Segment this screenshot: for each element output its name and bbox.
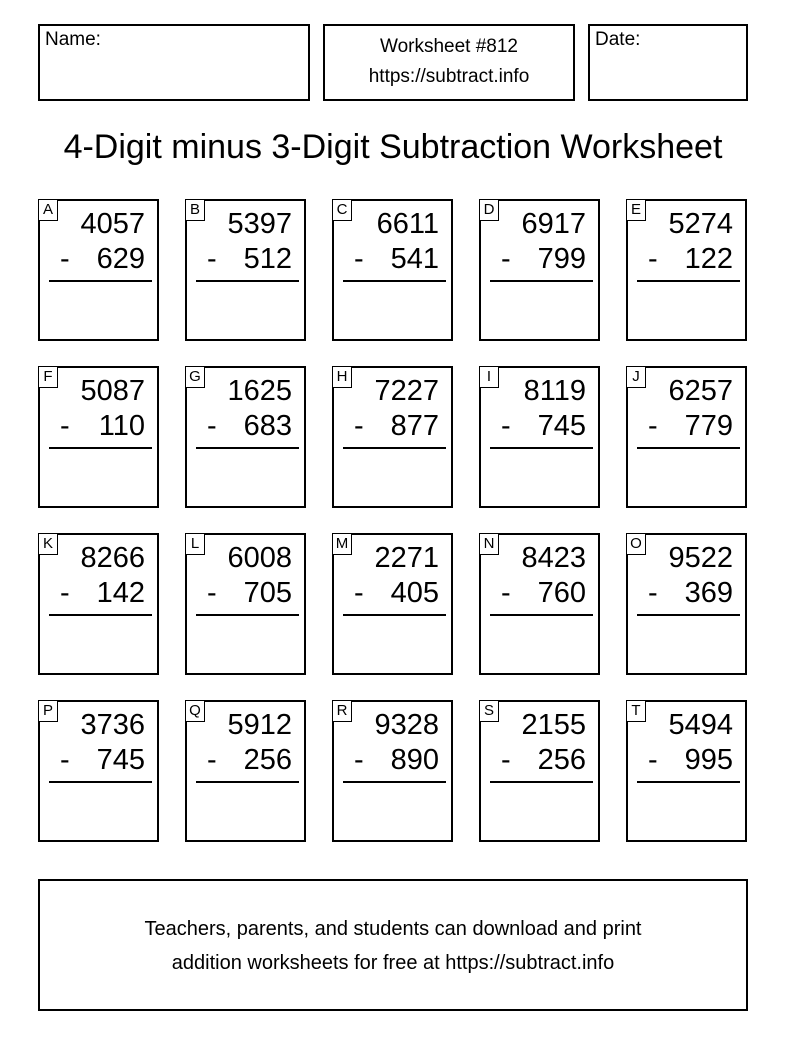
problem-letter: L [185,533,205,555]
date-label: Date: [595,29,641,50]
problem-f [38,366,159,508]
problem-letter: I [479,366,499,388]
problem-b [185,199,306,341]
minus-sign: - [60,410,70,442]
problem-r [332,700,453,842]
minuend: 5274 [668,208,733,240]
subtrahend: 405 [390,577,439,609]
subtrahend: 110 [98,410,145,442]
problem-i [479,366,600,508]
name-field-box [38,24,310,101]
problem-letter: P [38,700,58,722]
problem-letter: J [626,366,646,388]
subtrahend: 705 [243,577,292,609]
subtrahend: 760 [537,577,586,609]
subtrahend: 369 [684,577,733,609]
problem-letter: S [479,700,499,722]
subtrahend: 256 [537,744,586,776]
problem-letter: D [479,199,499,221]
answer-line [196,614,299,616]
problem-letter: R [332,700,352,722]
problem-letter: G [185,366,205,388]
subtrahend: 799 [537,243,586,275]
minuend: 3736 [80,709,145,741]
answer-line [637,614,740,616]
minuend: 6257 [668,375,733,407]
problem-g [185,366,306,508]
problem-o [626,533,747,675]
footer-box [38,879,748,1011]
problem-letter: N [479,533,499,555]
name-label: Name: [45,29,101,50]
problem-letter: H [332,366,352,388]
answer-line [49,781,152,783]
minuend: 5912 [227,709,292,741]
problem-letter: F [38,366,58,388]
minus-sign: - [207,410,217,442]
minus-sign: - [648,577,658,609]
minuend: 5397 [227,208,292,240]
minuend: 6611 [376,208,439,240]
answer-line [343,280,446,282]
minuend: 6917 [521,208,586,240]
date-field-box [588,24,748,101]
minuend: 8423 [521,542,586,574]
problem-letter: O [626,533,646,555]
subtrahend: 142 [96,577,145,609]
minus-sign: - [207,744,217,776]
problem-s [479,700,600,842]
minus-sign: - [501,243,511,275]
minuend: 6008 [227,542,292,574]
answer-line [637,280,740,282]
problem-letter: A [38,199,58,221]
subtrahend: 995 [684,744,733,776]
minus-sign: - [60,744,70,776]
minus-sign: - [354,410,364,442]
minus-sign: - [60,243,70,275]
subtrahend: 877 [390,410,439,442]
minuend: 9522 [668,542,733,574]
minuend: 9328 [374,709,439,741]
problem-l [185,533,306,675]
worksheet-info-box [323,24,575,101]
answer-line [490,781,593,783]
answer-line [637,447,740,449]
minus-sign: - [648,243,658,275]
minuend: 8119 [523,375,586,407]
problem-n [479,533,600,675]
problem-letter: C [332,199,352,221]
problem-j [626,366,747,508]
minuend: 8266 [80,542,145,574]
subtrahend: 890 [390,744,439,776]
subtrahend: 779 [684,410,733,442]
answer-line [49,447,152,449]
subtrahend: 683 [243,410,292,442]
footer-line-2: addition worksheets for free at https://subtract.info [171,952,615,974]
problem-t [626,700,747,842]
minuend: 1625 [227,375,292,407]
subtrahend: 629 [96,243,145,275]
minus-sign: - [354,243,364,275]
problem-q [185,700,306,842]
footer-line-1: Teachers, parents, and students can download and print [144,918,642,940]
problem-e [626,199,747,341]
minus-sign: - [60,577,70,609]
problem-h [332,366,453,508]
problem-letter: E [626,199,646,221]
minuend: 2155 [521,709,586,741]
problem-k [38,533,159,675]
minuend: 5494 [668,709,733,741]
minuend: 4057 [80,208,145,240]
answer-line [490,447,593,449]
minus-sign: - [207,243,217,275]
subtrahend: 541 [390,243,439,275]
minus-sign: - [354,577,364,609]
minus-sign: - [648,410,658,442]
subtrahend: 745 [96,744,145,776]
answer-line [196,447,299,449]
minus-sign: - [207,577,217,609]
problem-letter: Q [185,700,205,722]
problem-letter: T [626,700,646,722]
answer-line [343,781,446,783]
minuend: 2271 [374,542,439,574]
answer-line [343,447,446,449]
subtrahend: 122 [684,243,733,275]
minuend: 5087 [80,375,145,407]
answer-line [196,280,299,282]
minus-sign: - [354,744,364,776]
problem-p [38,700,159,842]
problem-d [479,199,600,341]
subtrahend: 512 [243,243,292,275]
worksheet-number: Worksheet #812 [379,36,518,57]
minus-sign: - [648,744,658,776]
page-title: 4-Digit minus 3-Digit Subtraction Worksheet [63,128,723,166]
problem-a [38,199,159,341]
answer-line [637,781,740,783]
minuend: 7227 [374,375,439,407]
problem-letter: K [38,533,58,555]
answer-line [196,781,299,783]
problem-m [332,533,453,675]
minus-sign: - [501,744,511,776]
answer-line [490,614,593,616]
problem-letter: M [332,533,352,555]
subtrahend: 256 [243,744,292,776]
answer-line [490,280,593,282]
minus-sign: - [501,577,511,609]
answer-line [343,614,446,616]
minus-sign: - [501,410,511,442]
answer-line [49,614,152,616]
subtrahend: 745 [537,410,586,442]
worksheet-url: https://subtract.info [368,66,530,87]
answer-line [49,280,152,282]
problem-letter: B [185,199,205,221]
problem-c [332,199,453,341]
